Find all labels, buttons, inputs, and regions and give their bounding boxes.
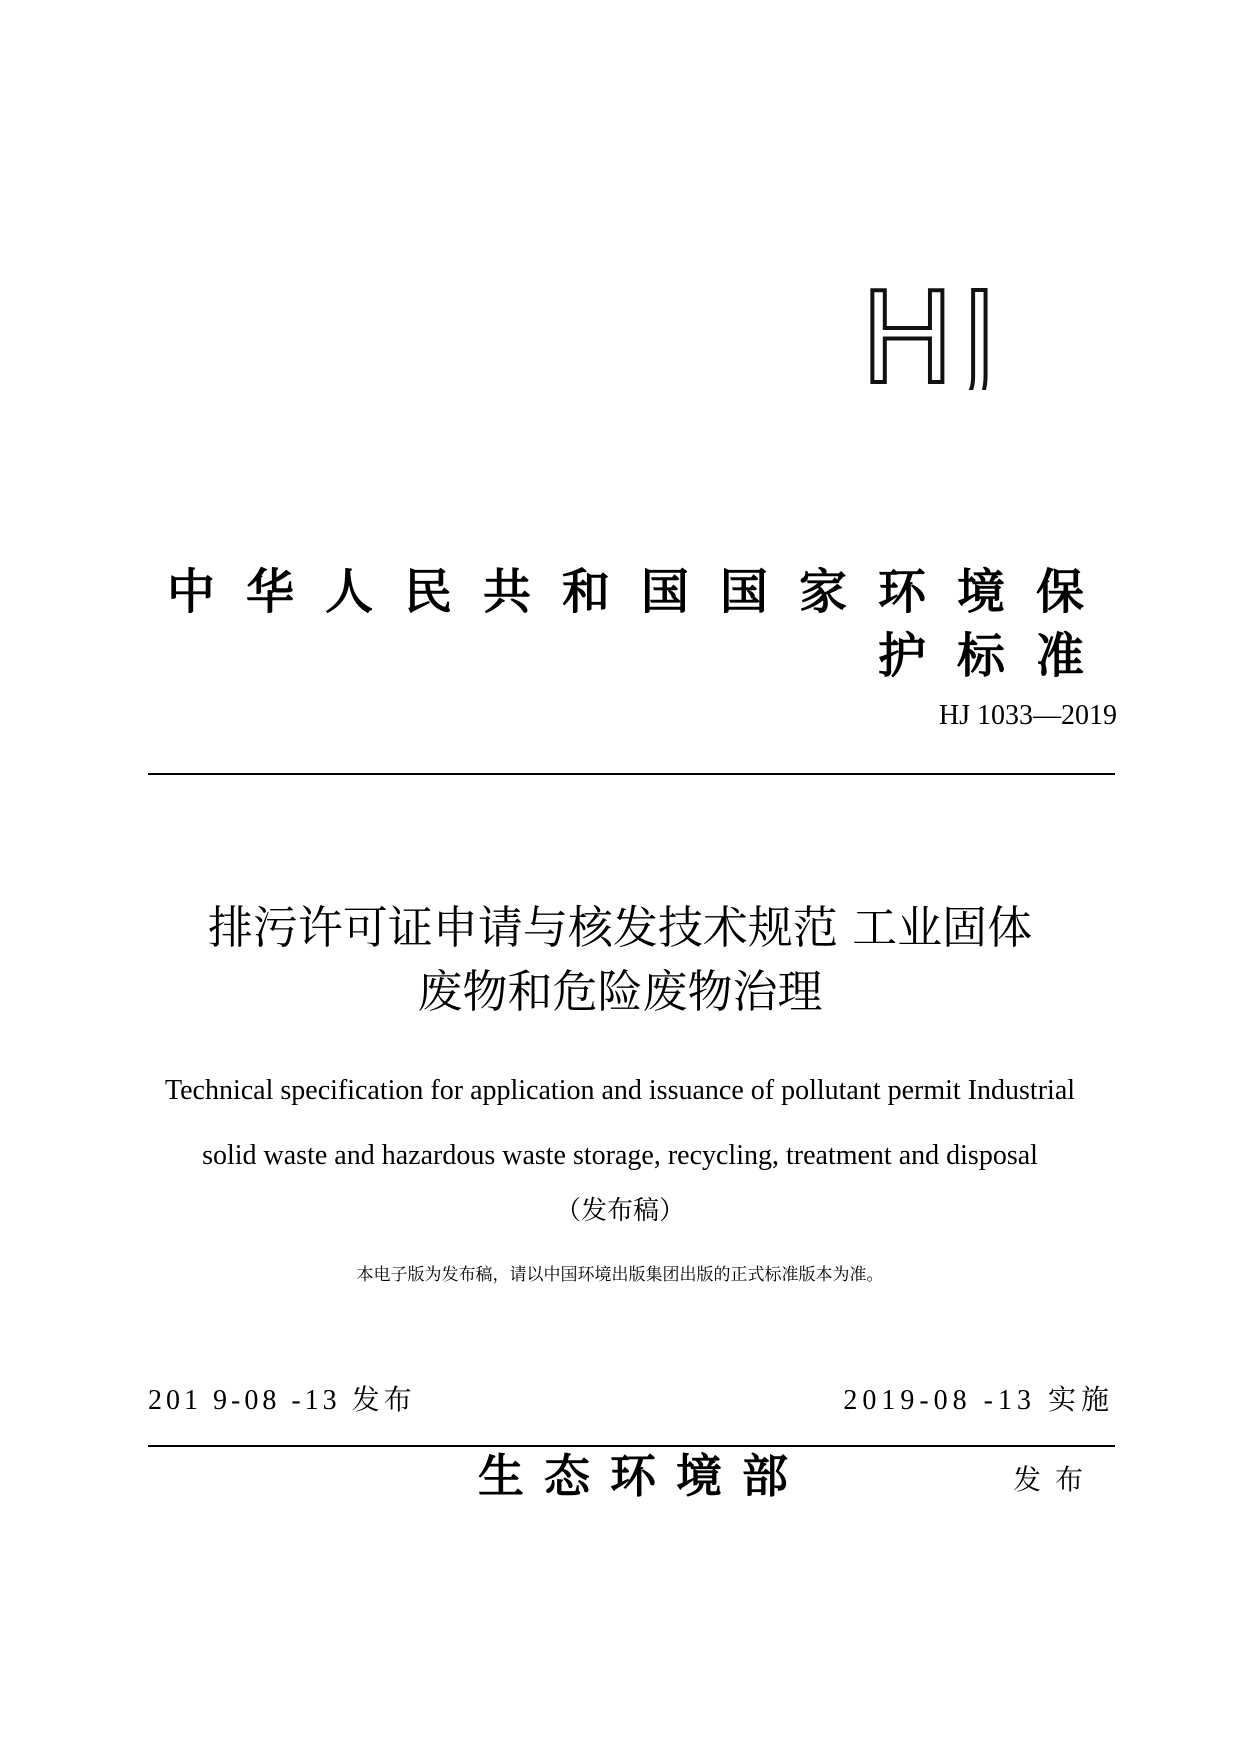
english-title: [120, 1058, 1120, 1188]
chinese-title-line-2: 废物和危险废物治理: [417, 965, 823, 1018]
english-title-line-2: solid waste and hazardous waste storage, recycling, treatment and disposal: [202, 1140, 1038, 1171]
hj-logo: [860, 280, 1070, 390]
chinese-title-line-1: 排污许可证申请与核发技术规范 工业固体: [207, 901, 1033, 954]
draft-label: （发布稿）: [554, 1196, 685, 1226]
english-title-line-1: Technical specification for application and issuance of pollutant permit Industrial: [164, 1075, 1076, 1106]
chinese-title: [130, 896, 1110, 1024]
electronic-version-notice: 本电子版为发布稿，请以中国环境出版集团出版的正式标准版本为准。: [356, 1265, 884, 1285]
standard-org-title: 中华人民共和国国家环境保护标准: [166, 564, 1115, 684]
effective-date: 2019-08 -13 实施: [843, 1385, 1114, 1416]
issue-date: 201 9-08 -13 发布: [148, 1385, 416, 1416]
standard-number: HJ 1033—2019: [938, 700, 1117, 731]
hj-logo-icon: [860, 280, 1070, 390]
hj-logo-text: HJ: [860, 280, 1004, 390]
publish-label: 发布: [1013, 1463, 1098, 1496]
publisher-name: 生态环境部: [478, 1449, 808, 1503]
top-divider: [148, 773, 1115, 775]
